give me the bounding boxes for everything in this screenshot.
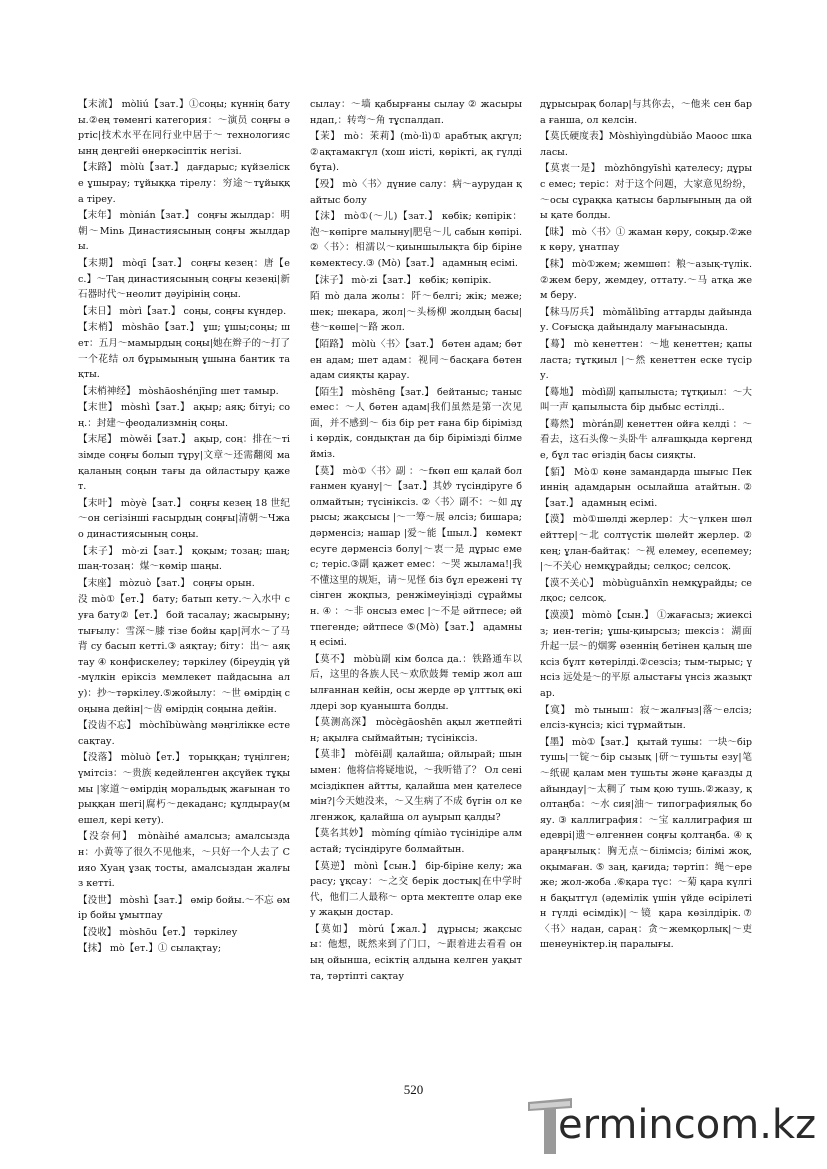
dictionary-entry: 【末子】 mò·zi【зат.】 қоқым; тозаң; шаң; шаң-тозаң：煤～көмір шаңы. bbox=[78, 545, 290, 573]
dictionary-entry: 【莫氏硬度表】Mòshìyìngdùbiǎo Маоос шкаласы. bbox=[540, 131, 752, 158]
dictionary-entry: 【没齿不忘】 mòchǐbùwàng мәңгілікке есте сақтау. bbox=[78, 720, 290, 747]
dictionary-entry: 【貊】 Mò① көне замандарда шығыс Пекиннің адамдарын осылайша атайтын.②【зат.】 адамның есімі. bbox=[540, 466, 752, 509]
dictionary-entry: 【末路】 mòlù【зат.】 дағдарыс; күйзеліске ұшырау; тұйыққа тірелу：穷途～тұйыққа тіреу. bbox=[78, 162, 290, 205]
dictionary-entry: 【末梢神经】 mòshāoshénjīng шет тамыр. bbox=[78, 385, 279, 397]
dictionary-entry: 【陌路】 mòlù〈书〉【зат.】 бөтен адам; бөтен адам; шет адам：视同～басқаға бөтен адам сияқты қарау. bbox=[310, 338, 522, 382]
dictionary-entry: 【抹】 mò【ет.】① сылақтау; bbox=[78, 943, 222, 955]
dictionary-entry: 陌 mò дала жолы：阡～белгі; жік; меже; шек; шекара, жол|～头杨柳 жолдың басы|巷～көше|～路 жол. bbox=[310, 291, 522, 334]
dictionary-entry: 【秣马厉兵】 mòmǎlìbīng аттарды дайындау. Соғысқа дайындалу мағынасында. bbox=[540, 306, 752, 334]
dictionary-entry: сылау：～墙 қабырғаны сылау ② жасырындап,：转弯～角 тұспалдап. bbox=[310, 99, 522, 126]
column-middle bbox=[310, 97, 522, 1077]
dictionary-entry: 【末流】 mòliú【зат.】①соңы; күннің батуы.②ең төменгі категория：～演员 соңғы әртіс|技术水平在同行业中居于～ технологиясынң деңгейі өнеркәсіптік негізі. bbox=[78, 99, 290, 157]
dictionary-entry: 【漠不关心】 mòbùguānxīn немқұрайды; селқос; селсоқ. bbox=[540, 577, 752, 605]
dictionary-entry: 【漠漠】 mòmò【сын.】 ①жағасыз; жиексіз; иен-тегін; ұшы-қиырсыз; шексіз：湖面升起一层～的烟雾 өзеннің бетінен қалың шексіз бұлт көтерілді.②сезсіз; тым-тырыс; үнсіз 远处是～的平原 алыстағы үнсіз жазықтар. bbox=[540, 610, 752, 699]
dictionary-entry: 【沫】 mò①(～儿)【зат.】 көбік; көпірік：泡～көпірге малыну|肥皂～儿 сабын көпірі.②〈书〉：相濡以～қиыншылықта бір біріне көмектесу.③ (Mò)【зат.】 адамның есімі. bbox=[310, 211, 522, 269]
dictionary-entry: дұрысырақ болар|与其你去，～他来 сен бара ғанша, ол келсін. bbox=[540, 99, 752, 126]
dictionary-entry: 【殁】 mò〈书〉дүние салу：病～аурудан қайтыс болу bbox=[310, 178, 522, 206]
dictionary-entry: 【末尾】 mòwěi【зат.】 ақыр, соң：排在～тізімде соңғы болып тұру|文章～还需翻阅 мақаланың соңын тағы да ойластыру қажет. bbox=[78, 434, 290, 493]
dictionary-entry: 【莫如】 mòrú【жал.】 дұрысы; жақсысы：他想，既然来到了门口，～跟着进去看看 оның ойынша, есіктің алдына келген уақытта, тәртіпті сақтау bbox=[310, 923, 522, 982]
dictionary-entry: 【莫】 mò①〈书〉副 ：～fкөп еш қалай болғанмен қуану|～【зат.】其妙 түсіндіруге болмайтын; түсініксіз. ②〈书〉副不：～如 дұрысы; жақсысы |～一筹～展 әлсіз; бишара; дәрменсіз; нашар |爱～能【шыл.】 көмектесуге дәрменсіз болу|～衷一是 дұрыс емес; теріс.③副 қажет емес：～哭 жылама!|我不懂这里的规矩，请～见怪 біз бұл ережені түсінген жоқпыз, ренжімеуіңізді сұраймын. ④ ：～非 онсыз емес |～不是 әйтпесе; әйтпегенде; әйтпесе ⑤(Mò)【зат.】 адамның есімі. bbox=[310, 465, 522, 649]
dictionary-entry: 【末世】 mòshì【зат.】 ақыр; аяқ; бітуі; соң.：封建～феодализмнің соңы. bbox=[78, 402, 290, 429]
dictionary-entry: 【蓦地】 mòdì副 қапылыста; тұтқиыл：～大叫一声 қапылыста бір дыбыс естілді.. bbox=[540, 386, 752, 414]
dictionary-entry: 【陌生】 mòshēng【зат.】 бейтаныс; таныс емес：～人 бөтен адам|我们虽然是第一次见面，并不感到～ біз бір рет ғана бір біріміздi көрдік, сондықтан да бір біріміздi білмейміз. bbox=[310, 386, 522, 461]
dictionary-entry: 【末座】 mòzuò【зат.】 соңғы орын. bbox=[78, 577, 255, 589]
dictionary-entry: 【墨】 mò①【зат.】 қытай тушы：一块～бір тушь|一锭～бір сызық |研～тушьты езу|笔～纸砚 қалам мен тушьты және қағазды дайындау|～太稠了 тым қою тушь.②жазу, қолтаңба：～水 сия|油～ типографиялық бояу. ③ каллиграфия：～宝 каллиграфия шедеврі|遗～өлгеннен соңғы қолтаңба. ④ қараңғылық：胸无点～білімсіз; білімі жоқ, оқымаған. ⑤ заң, қағида; тәртіп：绳～ереже; жол-жоба .⑥қара түс：～菊 қара күлгін бақытгүл (әдемілік үшін үйде өсірілетін гүлді өсімдік)|～镜 қара көзілдірік.⑦〈书〉надан, сараң：贪～жемқорлық|～吏 шенеуніктер.ің паралығы. bbox=[540, 736, 752, 951]
dictionary-entry: 【蓦然】 mòrán副 кенеттен ойға келді ：～看去，这石头像～头卧牛 алғашқыда көргенде, бұл тас өгіздің басы сияқты. bbox=[540, 418, 752, 462]
dictionary-entry: 【茉】 mò：茉莉】(mò·lì)① арабтық ақгүл; ②ақтамакгүл (хош иісті, көріктi, ақ гүлді бұта). bbox=[310, 131, 522, 174]
dictionary-entry: 【没收】 mòshōu【ет.】 тәркілеу bbox=[78, 926, 238, 938]
dictionary-entry: 【末叶】 mòyè【зат.】 соңғы кезең 18 世纪～он сегізінші ғасырдың соңғы|清朝～Чжао династиясының соңы. bbox=[78, 497, 290, 541]
logo-text: ermincom.kz bbox=[558, 1102, 817, 1148]
dictionary-entry: 【莫逆】 mònì【сын.】 бір-біріне келу; жарасу; ұқсау：～之交 берік достық|在中学时代，他们二人最称～ орта мектепте олар екеу жақын достар. bbox=[310, 860, 522, 919]
dictionary-entry: 【漠】 mò①шөлді жерлер：大～үлкен шөлейттер|～北 солтүстік шөлейт жерлер. ② кең; ұлан-байтақ：～视 елемеу, есепемеу; |～不关心 немқұрайды; селқос; селсоқ. bbox=[540, 514, 752, 573]
dictionary-entry: 【蓦】 mò кенеттен：～地 кенеттен; қапыласта; тұтқиыл |～然 кенеттен еске түсіру. bbox=[540, 338, 752, 382]
dictionary-entry: 没 mò①【ет.】 бату; батып кету.～入水中 суға бату②【ет.】 бой тасалау; жасырыну; тығылу：雪深～膝 тізе бойы қар|河水～了马背 су басып кетті.③ аяқтау; біту：出～ аяқтау ④ конфискелеу; тәркілеу (біреудің үй-мүлкін еріксіз мемлекет пайдасына алу)：抄～тәркілеу.⑤жойылу：～世 өмірдің соңына дейін|～齿 өмірдің соңына дейін. bbox=[78, 594, 290, 715]
dictionary-entry: 【没世】 mòshì【зат.】 өмір бойы.～不忘 өмір бойы ұмытпау bbox=[78, 894, 290, 922]
dictionary-entry: 【莫名其妙】 mòmíng qímiào түсінідіре алмастай; түсіндіруге болмайтын. bbox=[310, 828, 522, 855]
column-right bbox=[540, 97, 752, 1077]
dictionary-entry: 【莫衷一是】 mòzhōngyīshì қателесу; дұрыс емес; теріс：对于这个问题，大家意见纷纷，～осы сұрақка қатысы барлығының да ойы қате болды. bbox=[540, 163, 752, 222]
dictionary-entry: 【秣】 mò①жем; жемшөп：粮～азық-түлік.②жем беру, жемдеу, оттату.～马 атқа жем беру. bbox=[540, 258, 752, 302]
termincom-logo[interactable] bbox=[528, 1098, 818, 1158]
dictionary-entry: 【末期】 mòqī【зат.】 соңғы кезең：唐【ес.】～Таң династиясының соңғы кезеңі|新石器时代～неолит дәуірінің соңы. bbox=[78, 257, 290, 301]
dictionary-entry: 【没落】 mòluò【ет.】 торыққан; түңілген; үмітсіз：～贵族 кедейленген ақсүйек тұқымы |家道～өмірдің моральдық жағынан торыққан шегі|腐朽～декаданс; құлдырау(мешел, кері кету). bbox=[78, 752, 290, 826]
dictionary-entry: 【寞】 mò тыныш：寂～жалғыз|落～елсіз; елсіз-күнсіз; кісі тұрмайтын. bbox=[540, 704, 752, 732]
dictionary-entry: 【末梢】 mòshāo【зат.】 ұш; ұшы;соңы; шет：五月～мамырдың соңы|她在辫子的～打了一个花结 ол бұрымының ұшына бантик тақты. bbox=[78, 322, 290, 381]
dictionary-entry: 【莫不】 mòbù副 кім болса да.：铁路通车以后，这里的各族人民～欢欣鼓舞 темір жол ашылғаннан кейін, осы жерде әр ұлттық өкілдері зор қуанышта болды. bbox=[310, 653, 522, 712]
page-number: 520 bbox=[403, 1082, 424, 1097]
dictionary-entry: 【昧】 mò〈书〉① жаман көру, соқыр.②жек көру, ұнатпау bbox=[540, 226, 752, 254]
dictionary-entry: 【沫子】 mò·zi【зат.】 көбік; көпірік. bbox=[310, 274, 492, 286]
dictionary-entry: 【末年】 mònián【зат.】 соңғы жылдар：明朝～Мinь Династиясының соңғы жылдары. bbox=[78, 210, 290, 253]
dictionary-entry: 【莫测高深】 mòcègāoshēn ақыл жетпейтін; ақылға сыймайтын; түсініксіз. bbox=[310, 717, 522, 744]
column-left bbox=[78, 97, 290, 1077]
dictionary-entry: 【没奈何】 mònàihé амалсыз; амалсыздан：小黄等了很久不见他来，～只好一个人去了 Сияо Хуаң ұзақ тосты, амалсыздан жалғыз кетті. bbox=[78, 831, 290, 890]
dictionary-entry: 【莫非】 mòfēi副 қалайша; ойлырай; шынымен：他将信将疑地说，～我听错了？ Ол сенімсіздікпен айтты, қалайша мен қателесемін?|今天她没来，～又生病了不成 бүгін ол келгенжоқ, қалайша ол ауырып қалды? bbox=[310, 749, 522, 823]
dictionary-entry: 【末日】 mòrì【зат.】 соңы, соңғы күндер. bbox=[78, 305, 287, 317]
